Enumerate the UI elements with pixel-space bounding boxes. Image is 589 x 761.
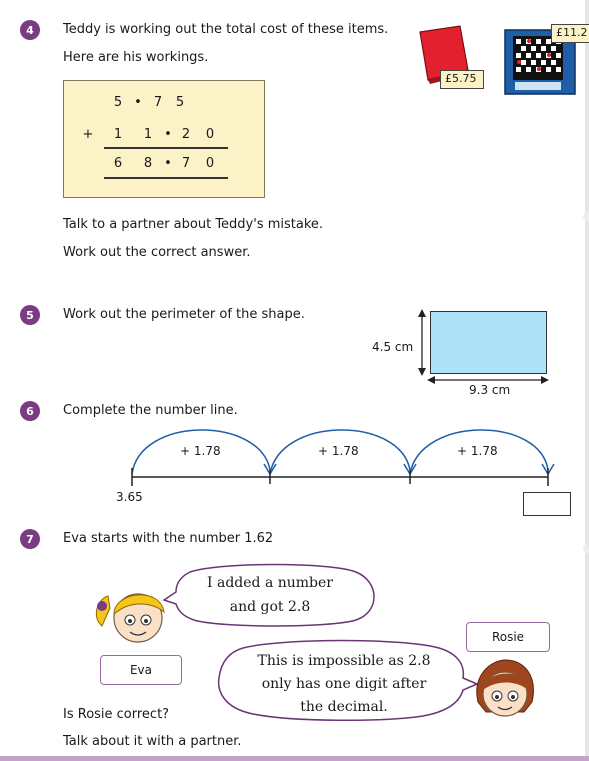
rosie-name-label: Rosie — [466, 622, 550, 652]
working-digit: 7 — [153, 95, 163, 110]
plus-sign: + — [82, 127, 94, 142]
q6-text: Complete the number line. — [63, 403, 238, 418]
working-digit: 8 — [143, 156, 153, 171]
eva-name-label: Eva — [100, 655, 182, 685]
width-label: 9.3 cm — [469, 383, 511, 397]
page-right-edge — [585, 0, 589, 761]
q7-prompt: Talk about it with a partner. — [63, 734, 242, 749]
sum-line-bottom — [104, 177, 228, 179]
working-digit: 5 — [175, 95, 185, 110]
workings-box — [63, 80, 265, 198]
question-number-5: 5 — [20, 305, 40, 325]
q4-prompt2: Work out the correct answer. — [63, 245, 251, 260]
eva-character-icon — [90, 578, 170, 650]
working-digit: 0 — [205, 127, 215, 142]
question-number-4: 4 — [20, 20, 40, 40]
page-bottom-border — [0, 756, 589, 761]
q4-line1: Teddy is working out the total cost of these items. — [63, 22, 389, 37]
rosie-speech-line2: only has one digit after — [261, 676, 427, 692]
question-number-7: 7 — [20, 529, 40, 549]
working-digit: 0 — [205, 156, 215, 171]
working-digit: 1 — [113, 127, 123, 142]
q4-prompt1: Talk to a partner about Teddy's mistake. — [63, 217, 324, 232]
q4-line2: Here are his workings. — [63, 50, 209, 65]
answer-box[interactable] — [523, 492, 571, 516]
working-digit: 1 — [143, 127, 153, 142]
price-tag-red: £5.75 — [440, 70, 484, 89]
q7-question: Is Rosie correct? — [63, 707, 170, 722]
working-digit: 2 — [181, 127, 191, 142]
working-digit: 6 — [113, 156, 123, 171]
price-tag-game: £11.2 — [551, 24, 589, 43]
start-value: 3.65 — [116, 490, 143, 504]
working-digit: 7 — [181, 156, 191, 171]
number-line — [120, 418, 560, 498]
side-mark — [583, 213, 589, 221]
rosie-speech-line3: the decimal. — [300, 699, 388, 715]
height-label: 4.5 cm — [372, 340, 414, 354]
working-digit: • — [134, 95, 142, 110]
rosie-character-icon — [470, 656, 540, 728]
jump-label-3: + 1.78 — [457, 444, 498, 458]
q5-text: Work out the perimeter of the shape. — [63, 307, 305, 322]
working-digit: • — [164, 156, 172, 171]
jump-label-1: + 1.78 — [180, 444, 221, 458]
dimension-arrows — [414, 308, 554, 388]
question-number-6: 6 — [20, 401, 40, 421]
jump-label-2: + 1.78 — [318, 444, 359, 458]
q7-text: Eva starts with the number 1.62 — [63, 531, 274, 546]
sum-line-top — [104, 147, 228, 149]
side-mark — [583, 545, 589, 553]
eva-speech-line2: and got 2.8 — [229, 599, 311, 615]
working-digit: • — [164, 127, 172, 142]
rosie-speech-line1: This is impossible as 2.8 — [257, 653, 431, 669]
eva-speech-line1: I added a number — [207, 575, 333, 591]
working-digit: 5 — [113, 95, 123, 110]
